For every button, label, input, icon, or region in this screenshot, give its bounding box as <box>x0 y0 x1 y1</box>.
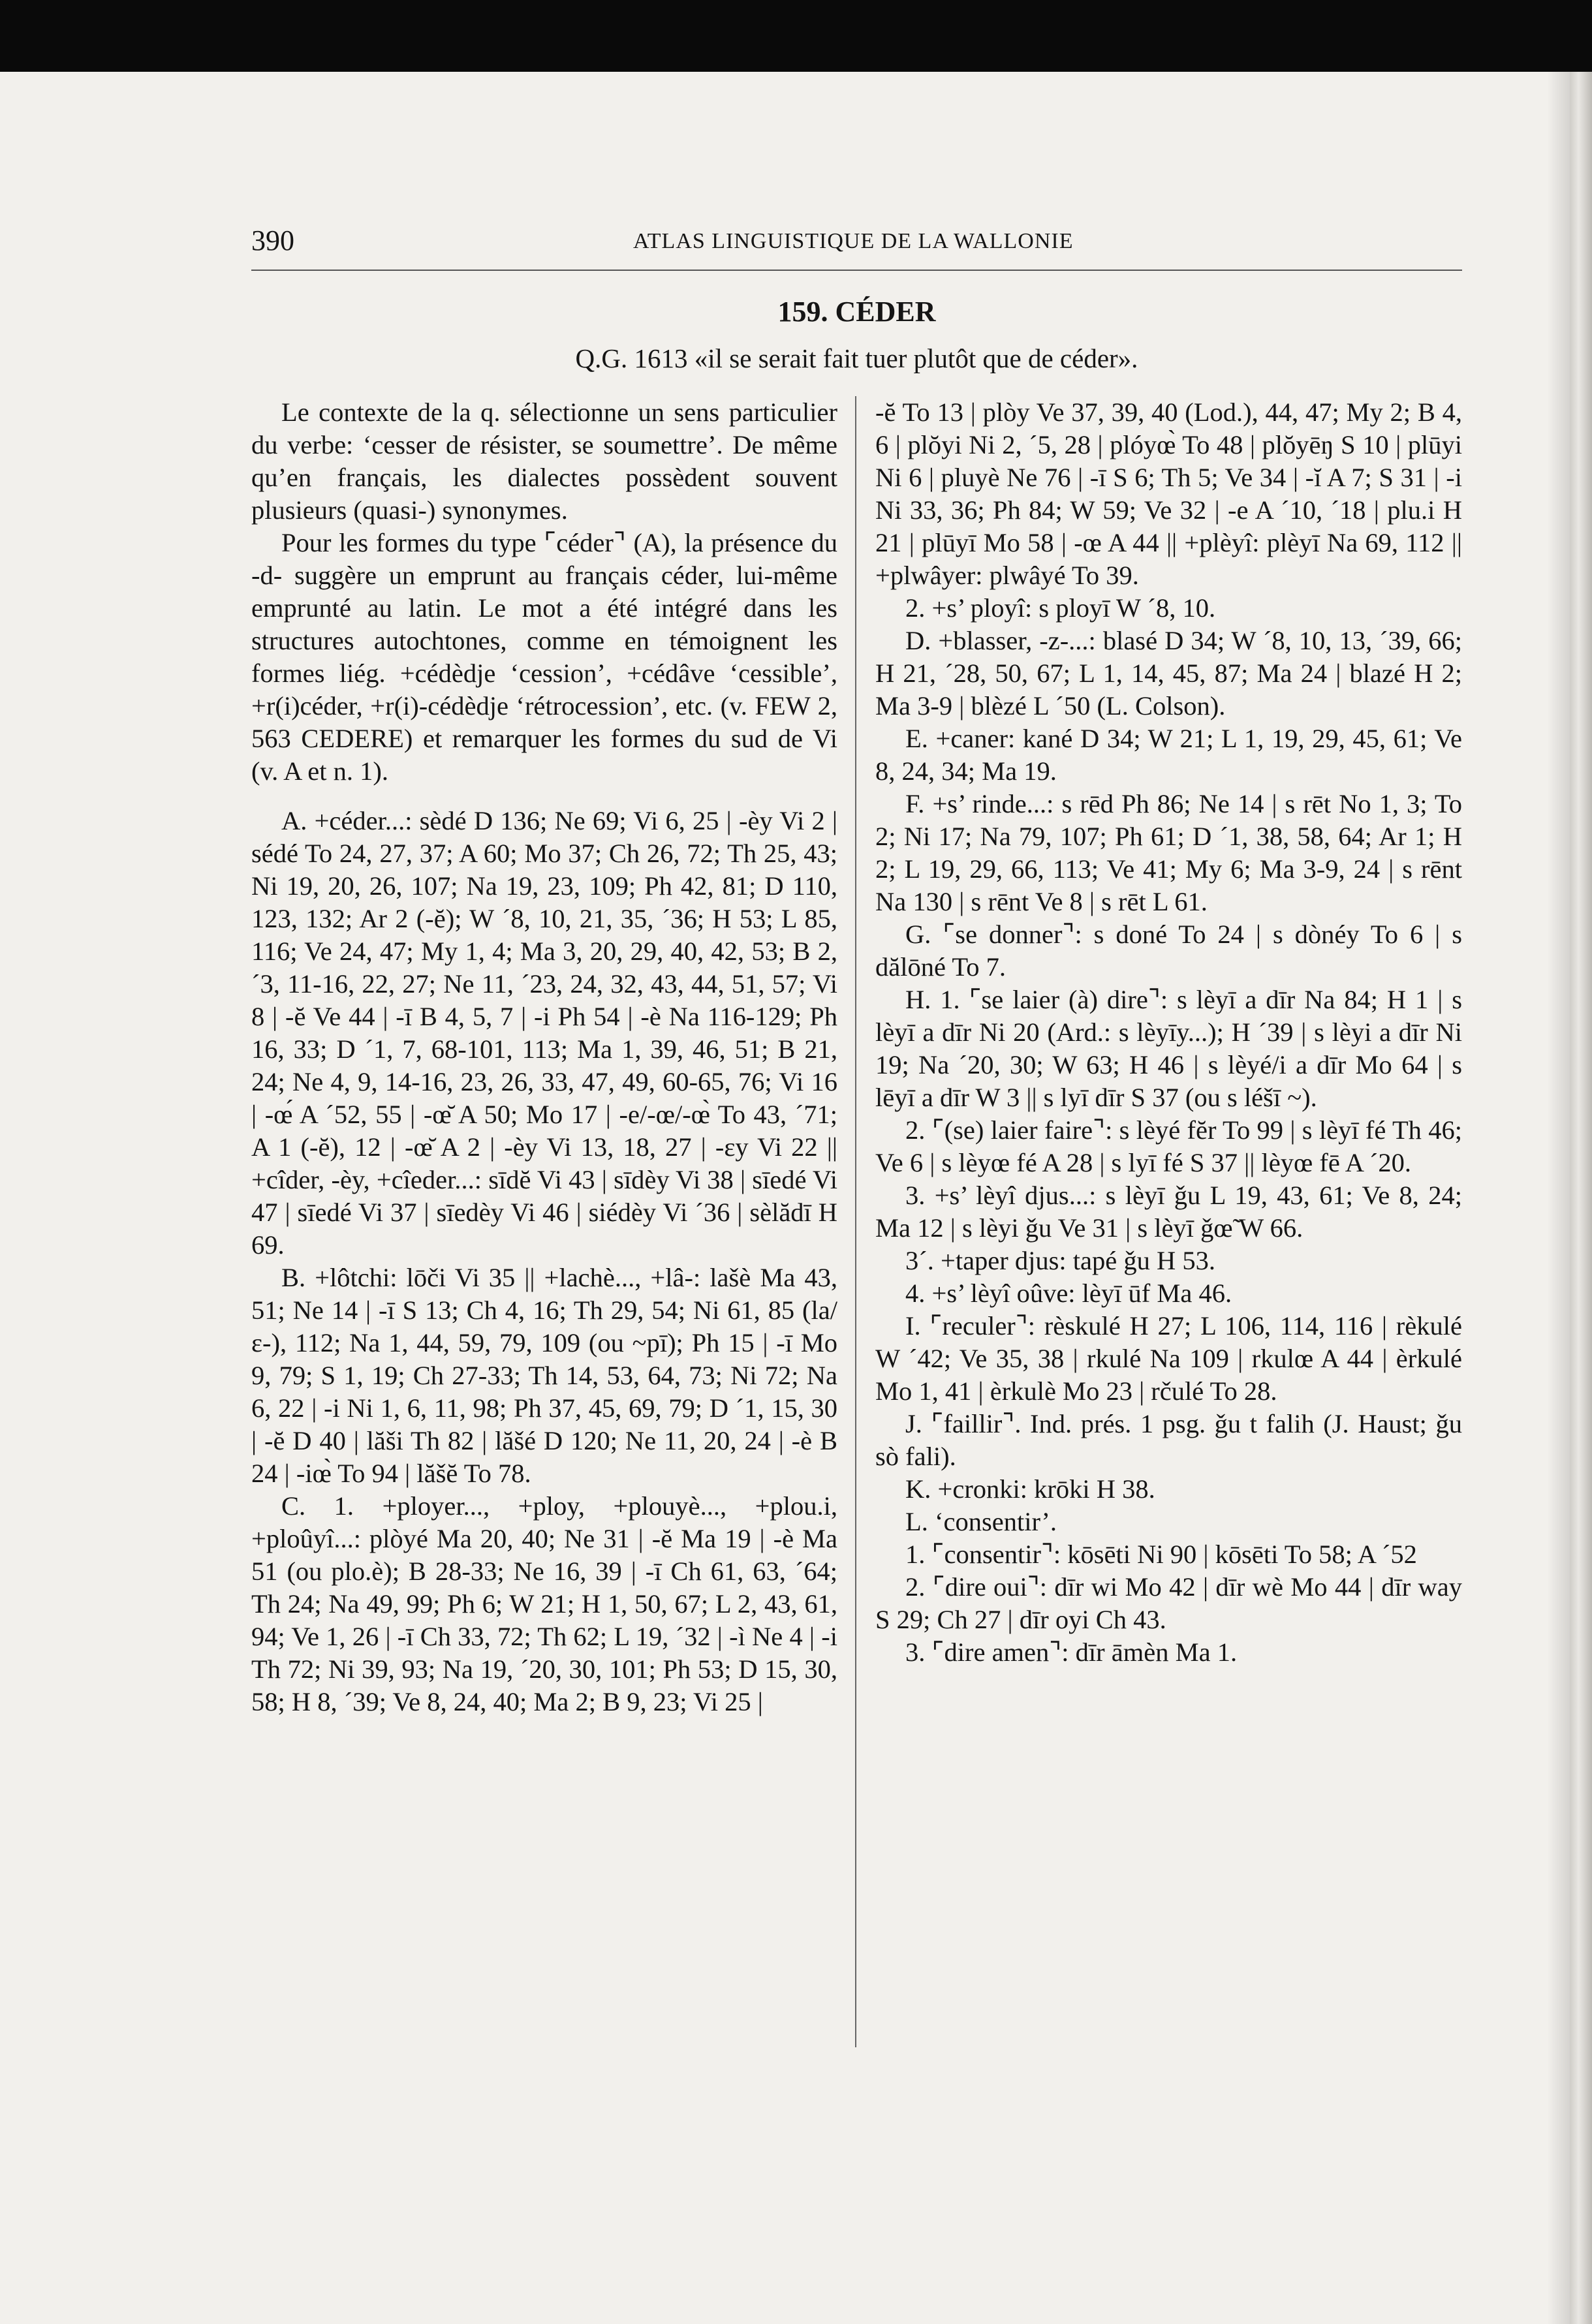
paragraph: C. 1. +ployer..., +ploy, +plouyè..., +plou.i, +ploûyî...: plòyé Ma 20, 40; Ne 31 | -ĕ Ma 19 | -è Ma 51 (ou plo.è); B 28-33; Ne 16, 39 | -ī Ch 61, 63, ´64; Th 24; Na 49, 99; Ph 6; W 21; H 1, 50, 67; L 2, 43, 61, 94; Ve 1, 26 | -ī Ch 33, 72; Th 62; L 19, ´32 | -ì Ne 4 | -i Th 72; Ni 39, 93; Na 19, ´20, 30, 101; Ph 53; D 15, 30, 58; H 8, ´39; Ve 8, 24, 40; Ma 2; B 9, 23; Vi 25 | <box>251 1491 837 1716</box>
entry-title: 159. CÉDER <box>777 296 936 328</box>
page-gutter-shadow <box>1547 72 1570 2324</box>
paragraph: Le contexte de la q. sélectionne un sens particulier du verbe: ‘cesser de résister, se soumettre’. De même qu’en français, les dialectes possèdent souvent plusieurs (quasi-) synonymes. <box>251 397 837 525</box>
survey-question: Q.G. 1613 «il se serait fait tuer plutôt que de céder». <box>575 343 1138 373</box>
paragraph: L. ‘consentir’. <box>905 1507 1057 1536</box>
column-divider <box>855 396 856 2047</box>
paragraph: A. +céder...: sèdé D 136; Ne 69; Vi 6, 25 | -èy Vi 2 | sédé To 24, 27, 37; A 60; Mo 37; Ch 26, 72; Th 25, 43; Ni 19, 20, 26, 107; Na 19, 23, 109; Ph 42, 81; D 110, 123, 132; Ar 2 (-ĕ); W ´8, 10, 21, 35, ´36; H 53; L 85, 116; Ve 24, 47; My 1, 4; Ma 3, 20, 29, 40, 42, 53; B 2, ´3, 11-16, 22, 27; Ne 11, ´23, 24, 32, 43, 44, 51, 57; Vi 8 | -ĕ Ve 44 | -ī B 4, 5, 7 | -i Ph 54 | -è Na 116-129; Ph 16, 33; D ´1, 7, 68-101, 113; Ma 1, 39, 46, 51; B 21, 24; Ne 4, 9, 14-16, 23, 26, 33, 47, 49, 60-65, 76; Vi 16 | -œ́ A ´52, 55 | -œ̆ A 50; Mo 17 | -e/-œ/-œ̀ To 43, ´71; A 1 (-ĕ), 12 | -œ̆ A 2 | -èy Vi 13, 18, 27 | -ɛy Vi 22 || +cîder, -èy, +cîeder...: sīdĕ Vi 43 | sīdèy Vi 38 | sīedé Vi 47 | sīedé Vi 37 | sīedèy Vi 46 | siédèy Vi ´36 | sèlădī H 69. <box>251 806 837 1260</box>
paragraph: 3. +s’ lèyî djus...: s lèyī ǧu L 19, 43, 61; Ve 8, 24; Ma 12 | s lèyi ǧu Ve 31 | s lèyī ǧœ̃ W 66. <box>875 1181 1462 1243</box>
paragraph: I. ⌜reculer⌝: rèskulé H 27; L 106, 114, 116 | rèkulé W ´42; Ve 35, 38 | rkulé Na 109 | rkulœ A 44 | èrkulé Mo 1, 41 | èrkulè Mo 23 | rčulé To 28. <box>875 1311 1462 1406</box>
paragraph: 2. ⌜(se) laier faire⌝: s lèyé fĕr To 99 | s lèyī fé Th 46; Ve 6 | s lèyœ fé A 28 | s lyī fé S 37 || lèyœ fē A ´20. <box>875 1115 1462 1177</box>
paragraph: F. +s’ rinde...: s rēd Ph 86; Ne 14 | s rēt No 1, 3; To 2; Ni 17; Na 79, 107; Ph 61; D ´1, 38, 58, 64; Ar 1; H 2; L 19, 29, 66, 113; Ve 41; My 6; Ma 3-9, 24 | s rēnt Na 130 | s rēnt Ve 8 | s rēt L 61. <box>875 789 1462 916</box>
paragraph: J. ⌜faillir⌝. Ind. prés. 1 psg. ǧu t falih (J. Haust; ǧu sò fali). <box>875 1409 1462 1471</box>
page-edge <box>1570 72 1592 2324</box>
page-number: 390 <box>251 225 294 256</box>
paragraph: D. +blasser, -z-...: blasé D 34; W ´8, 10, 13, ´39, 66; H 21, ´28, 50, 67; L 1, 14, 45, 87; Ma 24 | blazé H 2; Ma 3-9 | blèzé L ´50 (L. Colson). <box>875 626 1462 720</box>
paragraph: 3. ⌜dire amen⌝: dīr āmèn Ma 1. <box>905 1637 1238 1667</box>
paragraph: G. ⌜se donner⌝: s doné To 24 | s dònéy To 6 | s dălōné To 7. <box>875 920 1462 982</box>
paragraph: E. +caner: kané D 34; W 21; L 1, 19, 29, 45, 61; Ve 8, 24, 34; Ma 19. <box>875 724 1462 786</box>
paragraph: 3´. +taper djus: tapé ǧu H 53. <box>905 1246 1215 1275</box>
paragraph: 2. ⌜dire oui⌝: dīr wi Mo 42 | dīr wè Mo 44 | dīr way S 29; Ch 27 | dīr oyi Ch 43. <box>875 1572 1462 1634</box>
paragraph: 4. +s’ lèyî oûve: lèyī ūf Ma 46. <box>905 1278 1232 1308</box>
paragraph: B. +lôtchi: lōči Vi 35 || +lachè..., +lâ-: lašè Ma 43, 51; Ne 14 | -ī S 13; Ch 4, 16; Th 29, 54; Ni 61, 85 (la/ɛ-), 112; Na 1, 44, 59, 79, 109 (ou ~pī); Ph 15 | -ī Mo 9, 79; S 1, 19; Ch 27-33; Th 14, 53, 64, 73; Ni 72; Na 6, 22 | -i Ni 1, 6, 11, 98; Ph 37, 45, 69, 79; D ´1, 15, 30 | -ĕ D 40 | lăši Th 82 | lăšé D 120; Ne 11, 20, 24 | -è B 24 | -iœ̀ To 94 | lăšĕ To 78. <box>251 1263 837 1488</box>
paragraph: 1. ⌜consentir⌝: kōsēti Ni 90 | kōsēti To 58; A ´52 <box>905 1540 1417 1569</box>
left-column <box>251 396 837 1718</box>
scan-border <box>0 0 1592 72</box>
paragraph: 2. +s’ ployî: s ployī W ´8, 10. <box>905 593 1216 623</box>
paragraph: K. +cronki: krōki H 38. <box>905 1474 1155 1504</box>
running-title: ATLAS LINGUISTIQUE DE LA WALLONIE <box>633 229 1074 253</box>
paragraph: -ĕ To 13 | plòy Ve 37, 39, 40 (Lod.), 44, 47; My 2; B 4, 6 | plŏyi Ni 2, ´5, 28 | plóyœ̀ To 48 | plŏyēŋ S 10 | plūyi Ni 6 | pluyè Ne 76 | -ī S 6; Th 5; Ve 34 | -ĭ A 7; S 31 | -i Ni 33, 36; Ph 84; W 59; Ve 32 | -e A ´10, ´18 | plu.i H 21 | plūyī Mo 58 | -œ A 44 || +plèyî: plèyī Na 69, 112 || +plwâyer: plwâyé To 39. <box>875 397 1462 590</box>
right-column <box>875 396 1462 1669</box>
running-header <box>251 224 1462 271</box>
paragraph: H. 1. ⌜se laier (à) dire⌝: s lèyī a dīr Na 84; H 1 | s lèyī a dīr Ni 20 (Ard.: s lèyīy...); H ´39 | s lèyi a dīr Ni 19; Na ´20, 30; W 63; H 46 | s lèyé/i a dīr Mo 64 | s lēyī a dīr W 3 || s lyī dīr S 37 (ou s léšī ~). <box>875 985 1462 1112</box>
paragraph: Pour les formes du type ⌜céder⌝ (A), la présence du -d- suggère un emprunt au français céder, lui-même emprunté au latin. Le mot a été intégré dans les structures autochtones, comme en témoignent les formes liég. +cédèdje ‘cession’, +cédâve ‘cessible’, +r(i)céder, +r(i)-cédèdje ‘rétrocession’, etc. (v. FEW 2, 563 CEDERE) et remarquer les formes du sud de Vi (v. A et n. 1). <box>251 528 837 786</box>
